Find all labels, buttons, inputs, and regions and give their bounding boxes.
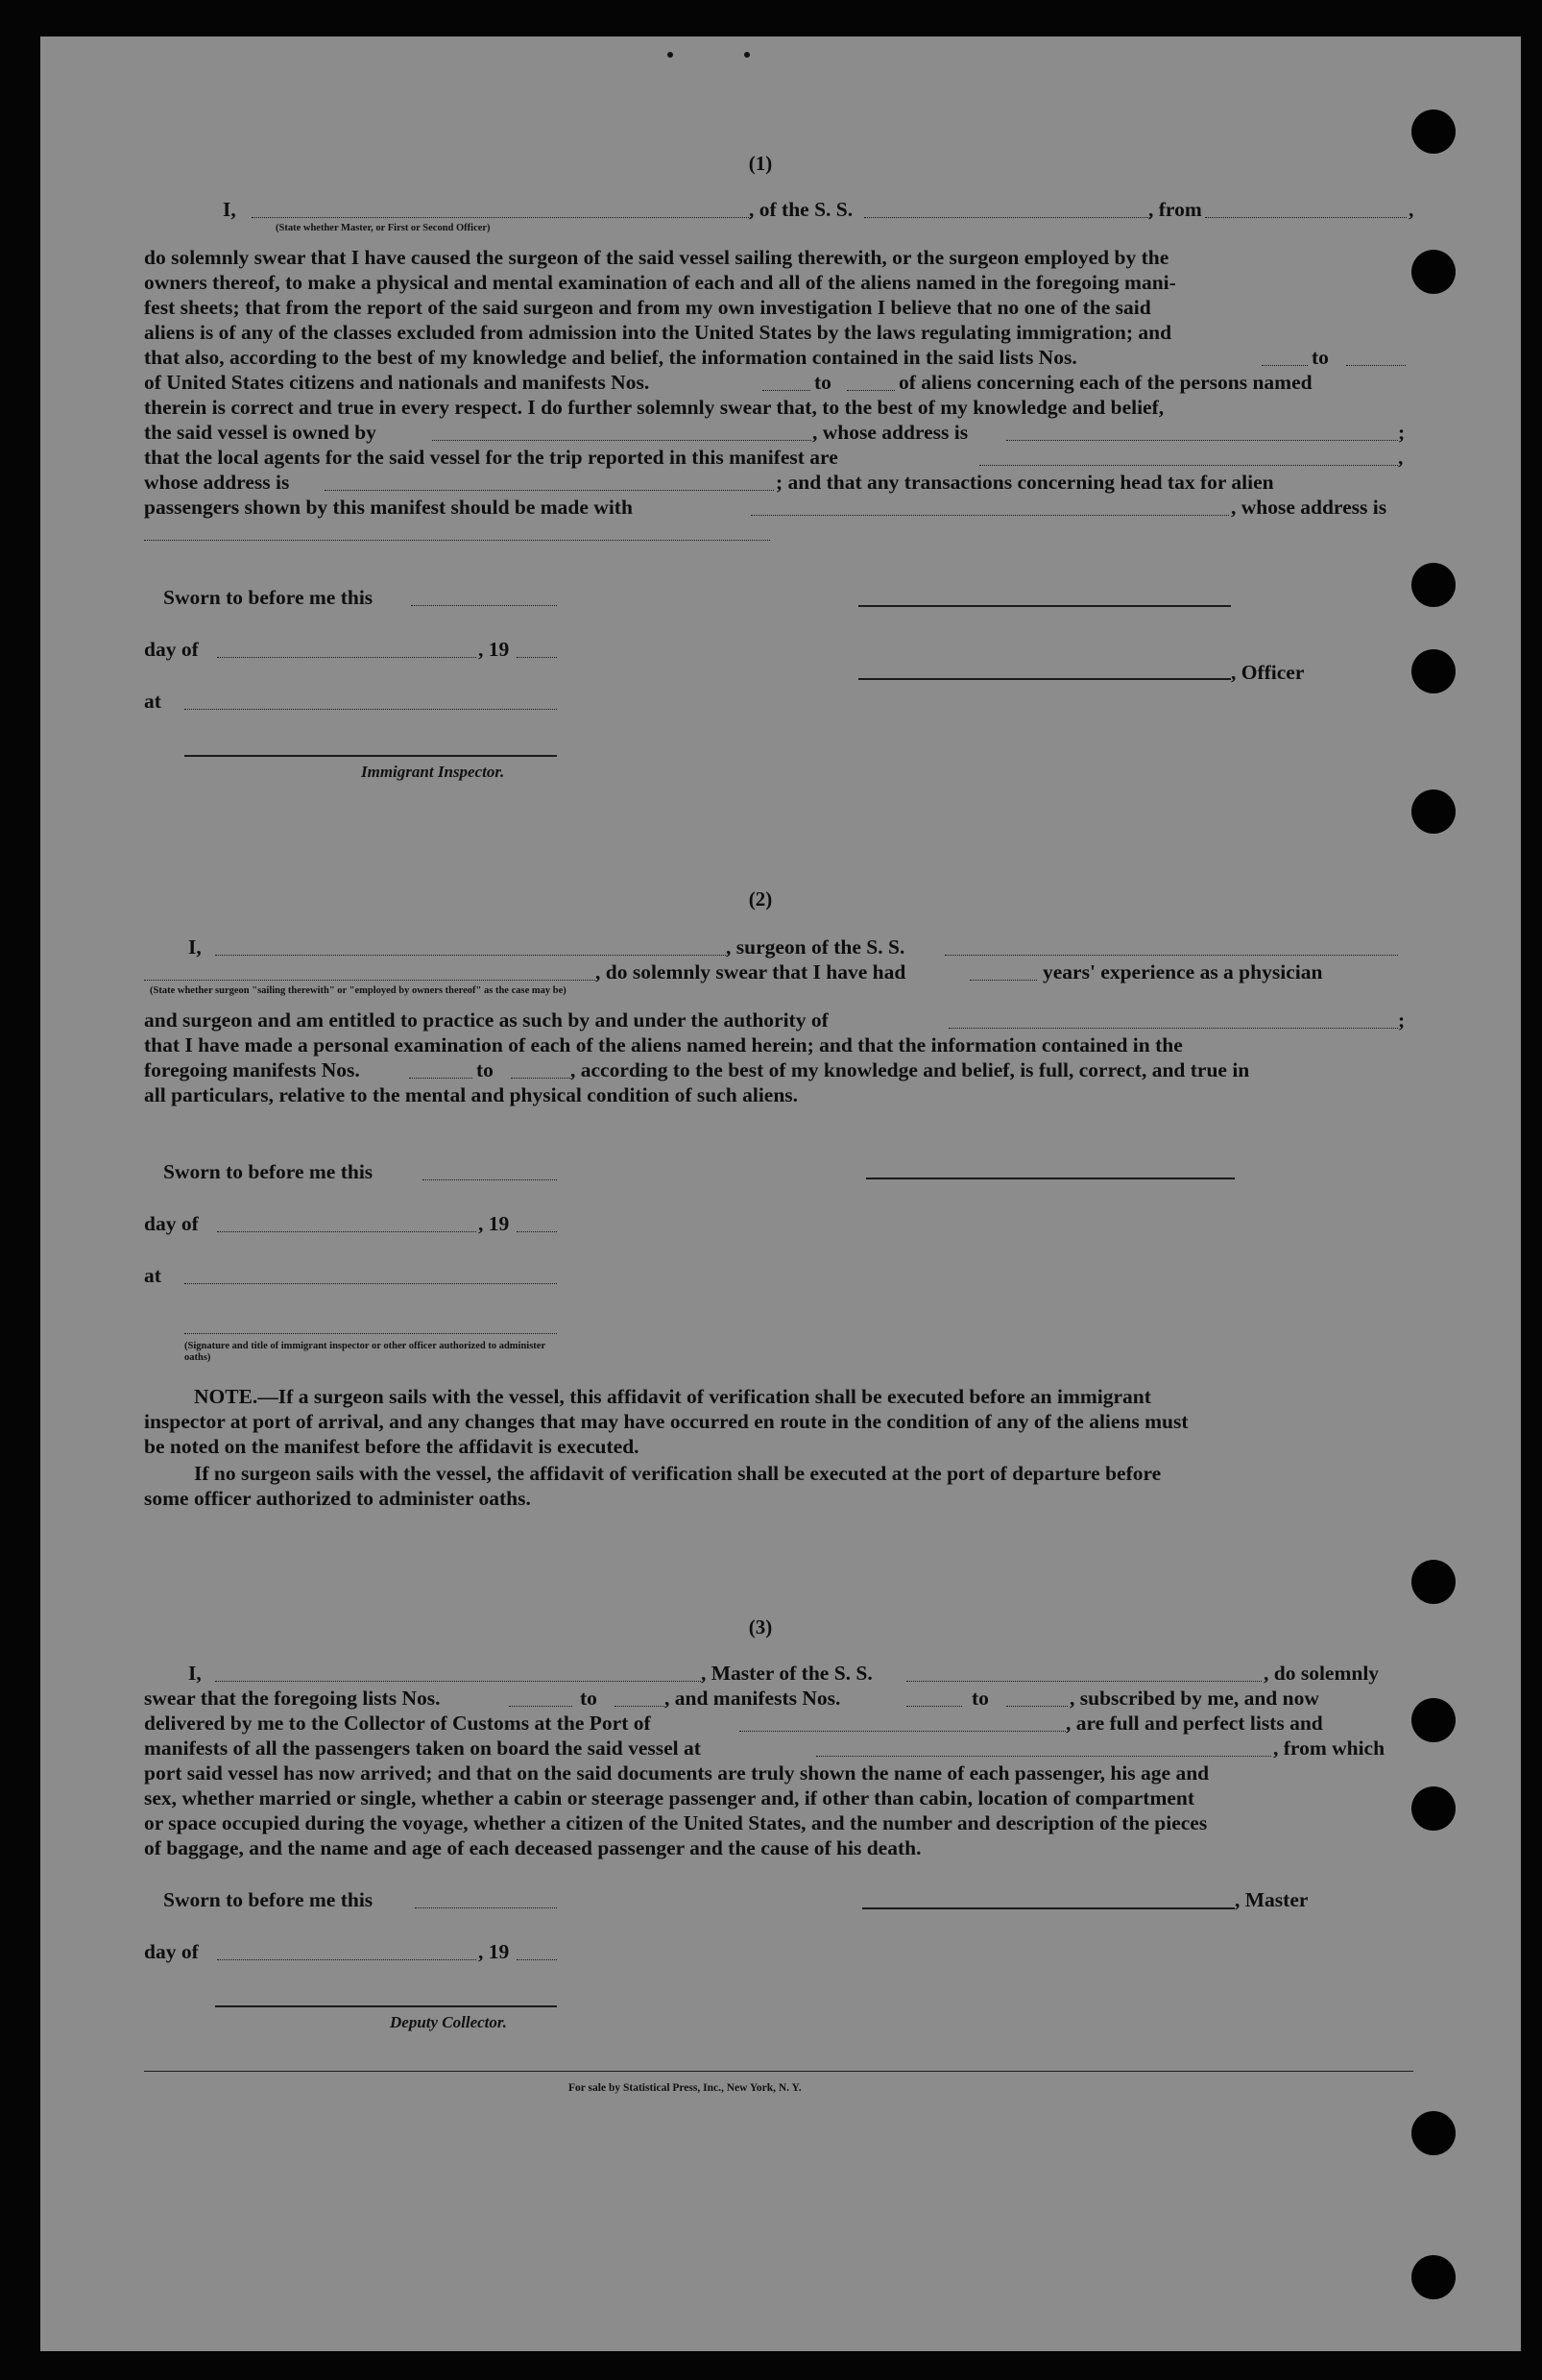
s1-sworn-line[interactable] <box>411 605 557 606</box>
s1-owner-line[interactable] <box>432 440 811 441</box>
s1-officer-line[interactable] <box>858 678 1231 680</box>
s3-line: , subscribed by me, and now <box>1070 1687 1319 1710</box>
staple-mark <box>667 52 673 58</box>
s3-master-signature-line[interactable] <box>862 1907 1235 1909</box>
s1-owner-address-line[interactable] <box>1006 440 1398 441</box>
s3-line: , do solemnly <box>1264 1662 1380 1685</box>
punch-hole <box>1411 649 1456 693</box>
s1-ss-label: , of the S. S. <box>749 198 854 221</box>
s1-semicolon: ; <box>1398 421 1406 444</box>
s1-from-line[interactable] <box>1205 217 1407 218</box>
s3-lists-label: swear that the foregoing lists Nos. <box>144 1687 441 1710</box>
s3-master-label: , Master of the S. S. <box>701 1662 873 1685</box>
s1-officer-label: , Officer <box>1231 661 1305 684</box>
s2-semicolon: ; <box>1398 1008 1406 1032</box>
footer-rule <box>144 2071 1413 2072</box>
s3-line: sex, whether married or single, whether a cabin or steerage passenger and, if other than cabin, location of compartment <box>144 1786 1195 1809</box>
s3-i-label: I, <box>188 1662 202 1685</box>
s1-headtax-address-line[interactable] <box>144 540 770 541</box>
s1-day-label: day of <box>144 638 199 661</box>
s3-line: or space occupied during the voyage, whether a citizen of the United States, and the number and description of the pieces <box>144 1811 1208 1834</box>
s1-lists-to-line[interactable] <box>1346 365 1406 366</box>
s3-day-line[interactable] <box>217 1959 476 1960</box>
s3-day-label: day of <box>144 1940 199 1963</box>
s3-sworn-label: Sworn to before me this <box>163 1888 373 1911</box>
s2-day-label: day of <box>144 1212 199 1235</box>
punch-hole <box>1411 2111 1456 2155</box>
s1-comma: , <box>1398 446 1404 469</box>
section-3-heading: (3) <box>748 1615 773 1639</box>
s1-manifests-from-line[interactable] <box>762 390 810 391</box>
s3-sworn-line[interactable] <box>415 1907 557 1908</box>
s2-authority-line[interactable] <box>949 1028 1398 1029</box>
s1-signature-line[interactable] <box>858 605 1231 607</box>
s1-line: of aliens concerning each of the persons named <box>899 371 1313 394</box>
s1-line: therein is correct and true in every respect. I do further solemnly swear that, to the best of my knowledge and belief, <box>144 396 1165 419</box>
s2-manifests-from-line[interactable] <box>409 1078 472 1079</box>
s1-line: owners thereof, to make a physical and mental examination of each and all of the aliens named in the foregoing mani- <box>144 271 1176 294</box>
s1-at-label: at <box>144 690 161 713</box>
punch-hole <box>1411 563 1456 607</box>
note-line: be noted on the manifest before the affidavit is executed. <box>144 1435 639 1458</box>
s2-swear-label: , do solemnly swear that I have had <box>595 960 906 984</box>
s2-to-label: to <box>476 1058 494 1081</box>
s2-signature-line[interactable] <box>866 1178 1235 1179</box>
s1-i-label: I, <box>223 198 236 221</box>
s2-at-line[interactable] <box>184 1283 557 1284</box>
s3-to-label: to <box>972 1687 989 1710</box>
s3-manifests-from-line[interactable] <box>906 1706 962 1707</box>
s2-ss-label: , surgeon of the S. S. <box>726 935 905 959</box>
s1-year-line[interactable] <box>517 657 557 658</box>
s2-vessel-line[interactable] <box>945 955 1398 956</box>
punch-hole <box>1411 1698 1456 1742</box>
s3-vessel-line[interactable] <box>906 1681 1262 1682</box>
s3-lists-from-line[interactable] <box>509 1706 572 1707</box>
punch-hole <box>1411 1786 1456 1831</box>
s2-signature-caption: (Signature and title of immigrant inspector or other officer authorized to administer oaths) <box>184 1341 545 1364</box>
s3-line: of baggage, and the name and age of each deceased passenger and the cause of his death. <box>144 1836 922 1859</box>
s3-boarded-label: manifests of all the passengers taken on board the said vessel at <box>144 1736 701 1760</box>
s1-agents-line[interactable] <box>979 465 1398 466</box>
s1-headtax-line[interactable] <box>751 515 1229 516</box>
note-line: some officer authorized to administer oaths. <box>144 1487 531 1510</box>
note-line: NOTE.—If a surgeon sails with the vessel, this affidavit of verification shall be executed before an immigrant <box>194 1385 1151 1408</box>
s2-line: years' experience as a physician <box>1043 960 1323 984</box>
s1-from-label: , from <box>1148 198 1202 221</box>
s1-agents-address-label: whose address is <box>144 471 290 494</box>
s2-at-label: at <box>144 1264 161 1287</box>
s2-manifests-label: foregoing manifests Nos. <box>144 1058 360 1081</box>
s3-line: , from which <box>1273 1736 1385 1760</box>
s1-day-line[interactable] <box>217 657 476 658</box>
s1-line: aliens is of any of the classes excluded from admission into the United States by the laws regulating immigration; and <box>144 321 1172 344</box>
s2-i-label: I, <box>188 935 202 959</box>
s1-manifests-to-line[interactable] <box>847 390 895 391</box>
s3-year-line[interactable] <box>517 1959 557 1960</box>
section-2-heading: (2) <box>748 887 773 911</box>
s3-year-label: , 19 <box>478 1940 510 1963</box>
s1-to-label: to <box>814 371 831 394</box>
punch-hole <box>1411 109 1456 154</box>
note-line: If no surgeon sails with the vessel, the affidavit of verification shall be executed at the port of departure before <box>194 1462 1162 1485</box>
s1-agents-label: that the local agents for the said vessel for the trip reported in this manifest are <box>144 446 838 469</box>
s2-sworn-line[interactable] <box>422 1179 557 1180</box>
s3-collector-label: Deputy Collector. <box>390 2013 507 2031</box>
s2-line: all particulars, relative to the mental and physical condition of such aliens. <box>144 1083 799 1106</box>
s3-port-line[interactable] <box>739 1731 1066 1732</box>
s3-to-label: to <box>580 1687 597 1710</box>
s1-vessel-line[interactable] <box>864 217 1150 218</box>
s1-to-label: to <box>1312 346 1329 369</box>
s2-status-caption: (State whether surgeon "sailing therewith" or "employed by owners thereof" as the case may be) <box>150 985 566 996</box>
s1-owner-label: the said vessel is owned by <box>144 421 376 444</box>
s2-day-line[interactable] <box>217 1231 476 1232</box>
punch-hole <box>1411 250 1456 294</box>
punch-hole <box>1411 1560 1456 1604</box>
s1-line: do solemnly swear that I have caused the surgeon of the said vessel sailing therewith, or the surgeon employed by the <box>144 246 1169 269</box>
s2-sworn-label: Sworn to before me this <box>163 1160 373 1183</box>
s1-sworn-label: Sworn to before me this <box>163 586 373 609</box>
s1-line: ; and that any transactions concerning head tax for alien <box>776 471 1274 494</box>
s1-inspector-line[interactable] <box>184 755 557 757</box>
s1-line: , whose address is <box>1231 496 1387 519</box>
s1-line: that also, according to the best of my knowledge and belief, the information contained in the said lists Nos. <box>144 346 1077 369</box>
s2-year-label: , 19 <box>478 1212 510 1235</box>
s3-port-label: delivered by me to the Collector of Customs at the Port of <box>144 1712 651 1735</box>
s2-line: , according to the best of my knowledge and belief, is full, correct, and true in <box>570 1058 1250 1081</box>
s2-manifests-to-line[interactable] <box>511 1078 570 1079</box>
s3-line: port said vessel has now arrived; and that on the said documents are truly shown the name of each passenger, his age and <box>144 1761 1210 1785</box>
s1-year-label: , 19 <box>478 638 510 661</box>
s1-line: of United States citizens and nationals and manifests Nos. <box>144 371 650 394</box>
s2-authority-label: and surgeon and am entitled to practice as such by and under the authority of <box>144 1008 829 1032</box>
s2-years-line[interactable] <box>970 980 1037 981</box>
s1-inspector-label: Immigrant Inspector. <box>361 763 505 781</box>
s3-lists-to-line[interactable] <box>614 1706 664 1707</box>
s1-address-label: , whose address is <box>812 421 969 444</box>
s3-collector-line[interactable] <box>215 2005 557 2007</box>
s3-manifests-to-line[interactable] <box>1006 1706 1068 1707</box>
s2-status-line[interactable] <box>144 980 595 981</box>
punch-hole <box>1411 2255 1456 2299</box>
note-line: inspector at port of arrival, and any changes that may have occurred en route in the condition of any of the aliens must <box>144 1410 1189 1433</box>
s2-inspector-signature-line[interactable] <box>184 1333 557 1334</box>
s2-line: that I have made a personal examination of each of the aliens named herein; and that the information contained in the <box>144 1033 1183 1056</box>
s1-rank-caption: (State whether Master, or First or Second Officer) <box>276 223 491 233</box>
printer-imprint: For sale by Statistical Press, Inc., New York, N. Y. <box>568 2082 802 2094</box>
s3-manifests-label: , and manifests Nos. <box>664 1687 841 1710</box>
s1-at-line[interactable] <box>184 709 557 710</box>
s3-master-name-line[interactable] <box>215 1681 701 1682</box>
s1-headtax-label: passengers shown by this manifest should be made with <box>144 496 633 519</box>
s2-surgeon-name-line[interactable] <box>215 955 726 956</box>
s2-year-line[interactable] <box>517 1231 557 1232</box>
s3-boarded-port-line[interactable] <box>816 1756 1271 1757</box>
form-page <box>40 36 1521 2351</box>
s1-comma: , <box>1409 198 1414 221</box>
punch-hole <box>1411 789 1456 834</box>
staple-mark <box>744 52 750 58</box>
s3-master-sign-label: , Master <box>1235 1888 1309 1911</box>
s3-line: , are full and perfect lists and <box>1066 1712 1323 1735</box>
s1-lists-from-line[interactable] <box>1262 365 1308 366</box>
section-1-heading: (1) <box>748 152 773 175</box>
s1-line: fest sheets; that from the report of the said surgeon and from my own investigation I believe that no one of the said <box>144 296 1151 319</box>
s1-agents-address-line[interactable] <box>325 490 774 491</box>
s1-officer-rank-line[interactable] <box>252 217 751 218</box>
